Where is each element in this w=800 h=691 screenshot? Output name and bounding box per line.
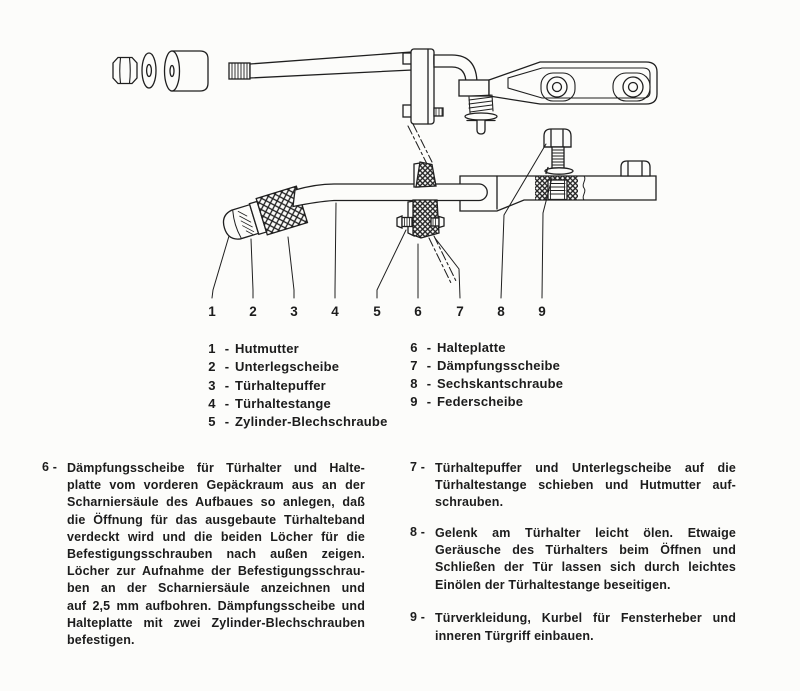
part-number: 7 [410, 357, 418, 373]
part-dash: - [426, 394, 432, 410]
part-number: 8 [410, 376, 418, 392]
check-rod [229, 52, 412, 79]
parts-list-left [205, 340, 405, 431]
spring-washer [545, 168, 573, 175]
callout-8: 8 [497, 304, 505, 319]
check-arm [489, 62, 657, 104]
instruction-line: Halteplatte mit zwei Zylinder-Blechschrauben [67, 615, 365, 630]
instruction-line: verdeckt wird und die beiden Löcher für die [67, 529, 365, 544]
instruction-line: auf 2,5 mm aufbohren. Dämpfungsscheibe und [67, 598, 365, 613]
callout-numbers [208, 304, 546, 319]
callout-2: 2 [249, 304, 257, 319]
instruction-number: 7 - [410, 460, 426, 474]
part-dash: - [224, 395, 230, 411]
instruction-line: Türverkleidung, Kurbel für Fensterheber und [435, 611, 736, 626]
retainer-pin [477, 120, 485, 134]
installed-bolt-head [621, 161, 650, 176]
instruction-line: inneren Türgriff einbauen. [435, 628, 594, 643]
instruction-line: platte vom vorderen Gepäckraum aus an der [67, 478, 365, 493]
cap-nut [113, 58, 137, 84]
instructions-right-column [410, 460, 738, 645]
callout-6: 6 [414, 304, 422, 319]
coil-spring [469, 95, 493, 113]
part-dash: - [426, 357, 432, 373]
instruction-line: Löcher zur Aufnahme der Befestigungsschrau- [67, 564, 365, 579]
part-name: Sechskantschraube [437, 376, 564, 392]
part-dash: - [426, 339, 432, 355]
instruction-line: Befestigungsschrauben nach außen zeigen. [67, 546, 365, 561]
part-name: Unterlegscheibe [235, 359, 340, 375]
instruction-line: schrauben. [435, 495, 504, 510]
callout-9: 9 [538, 304, 546, 319]
parts-list-item [205, 377, 405, 395]
callout-5: 5 [373, 304, 381, 319]
part-dash: - [224, 414, 230, 430]
washer [142, 53, 156, 88]
part-dash: - [224, 341, 230, 356]
part-name: Federscheibe [437, 394, 524, 410]
part-dash: - [224, 359, 230, 375]
part-dash: - [224, 377, 230, 393]
instruction-line: die Öffnung für das ausgebaute Türhalteband [67, 512, 365, 527]
check-arm-clevis [459, 80, 489, 96]
parts-list-item [407, 339, 627, 357]
parts-list-item [205, 340, 405, 358]
parts-list-item [407, 375, 627, 393]
part-name: Türhaltepuffer [235, 377, 326, 393]
part-number: 2 [208, 359, 216, 375]
instruction-line: Geräusche des Türhalters beim Öffnen und [435, 543, 736, 558]
parts-list-item [407, 357, 627, 375]
part-number: 5 [208, 414, 216, 430]
instruction-line: Scharniersäule des Aufbaues so anlegen, daß [67, 495, 365, 510]
check-rod-assembled [293, 184, 487, 207]
instruction-number: 8 - [410, 525, 426, 540]
hex-bolt [544, 129, 571, 168]
part-number: 3 [208, 377, 216, 393]
instruction-number: 6 - [42, 460, 58, 474]
instruction-number: 9 - [410, 610, 426, 625]
callout-7: 7 [456, 304, 464, 319]
instruction-line: Gelenk am Türhalter leicht ölen. Etwaige [435, 526, 736, 541]
instruction-line: Schließen der Tür lassen sich durch leichtes [435, 560, 736, 575]
instruction-line: ben an der Scharniersäule anzeichnen und [67, 581, 365, 596]
part-dash: - [426, 376, 432, 392]
door-check-strap-diagram [0, 0, 800, 332]
instruction-line: Türhaltepuffer und Unterlegscheibe auf die [435, 461, 736, 475]
instruction-item [410, 460, 738, 512]
instruction-item [42, 460, 366, 649]
sheet-metal-screw-left [397, 216, 412, 228]
parts-list-right [407, 339, 627, 412]
part-name: Hutmutter [235, 341, 299, 356]
sheet-metal-screw-right [431, 217, 444, 228]
part-name: Türhaltestange [235, 395, 331, 411]
instruction-item [410, 610, 738, 644]
instruction-line: Dämpfungsscheibe für Türhalter und Halte- [67, 461, 365, 475]
part-number: 6 [410, 339, 418, 355]
instructions-left-column [42, 460, 366, 649]
instruction-item [410, 525, 738, 594]
part-number: 1 [208, 341, 216, 356]
instruction-line: befestigen. [67, 632, 135, 647]
callout-3: 3 [290, 304, 298, 319]
instruction-line: Türhaltestange schieben und Hutmutter auf- [435, 478, 736, 493]
parts-list-item [205, 358, 405, 376]
part-number: 4 [208, 395, 216, 411]
instruction-line: Einölen der Türhaltestange beseitigen. [435, 577, 671, 592]
part-number: 9 [410, 394, 418, 410]
parts-list-item [205, 395, 405, 413]
part-name: Dämpfungsscheibe [437, 357, 561, 373]
parts-list-item [205, 413, 405, 431]
parts-list-item [407, 393, 627, 411]
part-name: Zylinder-Blechschraube [235, 414, 388, 430]
callout-4: 4 [331, 304, 339, 319]
rubber-buffer [165, 51, 209, 91]
part-name: Halteplatte [437, 339, 506, 355]
callout-1: 1 [208, 304, 216, 319]
